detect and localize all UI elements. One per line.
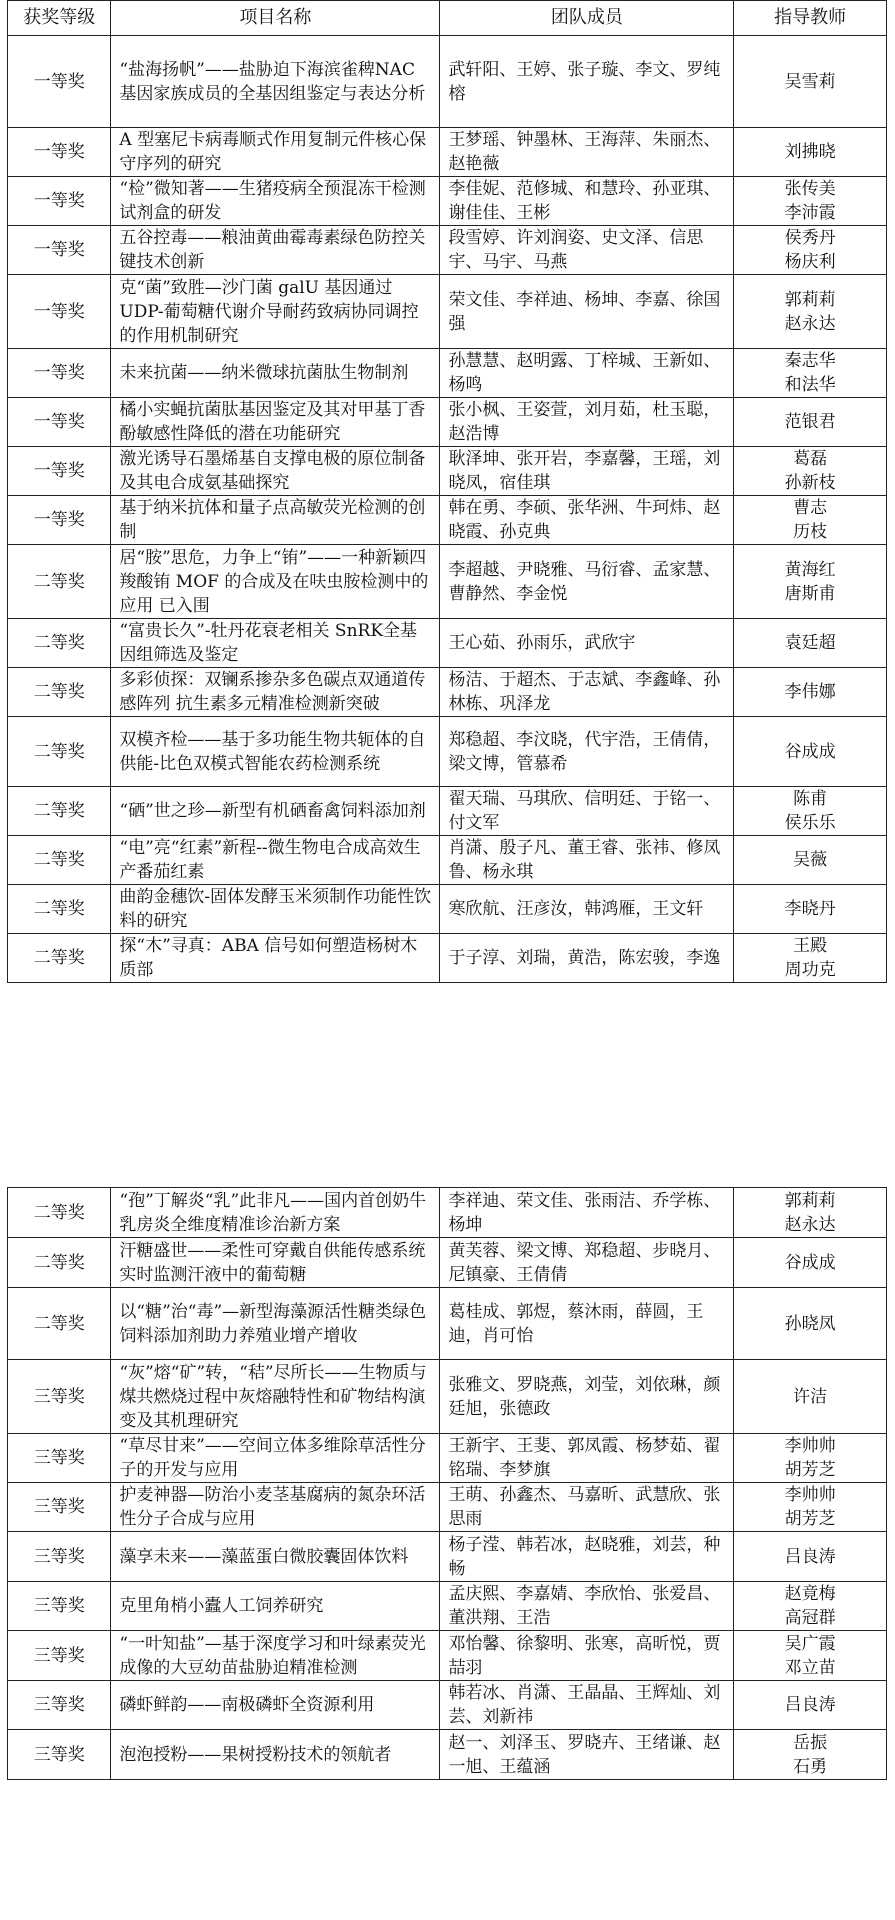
advisor-cell: 谷成成: [734, 1238, 887, 1288]
advisor-cell: 李帅帅 胡芳芝: [734, 1434, 887, 1483]
project-name-cell: “草尽甘来”——空间立体多维除草活性分子的开发与应用: [111, 1434, 440, 1483]
team-members-cell: 孟庆熙、李嘉婧、李欣怡、张爱昌、董洪翔、王浩: [440, 1582, 734, 1631]
team-members-cell: 耿泽坤、张开岩，李嘉馨，王瑶，刘晓凤，宿佳琪: [440, 447, 734, 496]
team-members-cell: 武轩阳、王婷、张子璇、李文、罗纯榕: [440, 36, 734, 128]
advisor-cell: 孙晓凤: [734, 1288, 887, 1360]
table-row: [8, 177, 887, 226]
table-row: [8, 619, 887, 668]
header-advisor: 指导教师: [734, 1, 887, 36]
awards-table-part2: [7, 1187, 887, 1780]
table-row: [8, 1483, 887, 1532]
advisor-cell: 赵竟梅 高冠群: [734, 1582, 887, 1631]
table-row: [8, 226, 887, 275]
team-members-cell: 王心茹、孙雨乐，武欣宇: [440, 619, 734, 668]
advisor-cell: 谷成成: [734, 717, 887, 787]
award-level-cell: 二等奖: [8, 1188, 111, 1238]
advisor-cell: 许洁: [734, 1360, 887, 1434]
table-row: [8, 128, 887, 177]
advisor-cell: 黄海红 唐斯甫: [734, 545, 887, 619]
team-members-cell: 王新宇、王斐、郭凤霞、杨梦茹、翟铭瑞、李梦旗: [440, 1434, 734, 1483]
table-row: [8, 885, 887, 934]
project-name-cell: 泡泡授粉——果树授粉技术的领航者: [111, 1730, 440, 1780]
project-name-cell: 激光诱导石墨烯基自支撑电极的原位制备及其电合成氨基础探究: [111, 447, 440, 496]
project-name-cell: 藻享未来——藻蓝蛋白微胶囊固体饮料: [111, 1532, 440, 1582]
team-members-cell: 寒欣航、汪彦汝，韩鸿雁，王文轩: [440, 885, 734, 934]
award-level-cell: 二等奖: [8, 885, 111, 934]
team-members-cell: 肖潇、殷子凡、董王睿、张祎、修凤鲁、杨永琪: [440, 836, 734, 885]
team-members-cell: 葛桂成、郭煜，蔡沐雨，薛圆，王迪，肖可怡: [440, 1288, 734, 1360]
advisor-cell: 吴广霞 邓立苗: [734, 1631, 887, 1681]
advisor-cell: 王殿 周功克: [734, 934, 887, 983]
table-row: [8, 1532, 887, 1582]
project-name-cell: 多彩侦探：双镧系掺杂多色碳点双通道传感阵列 抗生素多元精准检测新突破: [111, 668, 440, 717]
advisor-cell: 吴薇: [734, 836, 887, 885]
team-members-cell: 孙慧慧、赵明露、丁梓城、王新如、杨鸣: [440, 349, 734, 398]
advisor-cell: 葛磊 孙新枝: [734, 447, 887, 496]
project-name-cell: 曲韵金穗饮-固体发酵玉米须制作功能性饮料的研究: [111, 885, 440, 934]
award-level-cell: 三等奖: [8, 1582, 111, 1631]
project-name-cell: 以“糖”治“毒”—新型海藻源活性糖类绿色饲料添加剂助力养殖业增产增收: [111, 1288, 440, 1360]
team-members-cell: 李超越、尹晓雅、马衍睿、孟家慧、曹静然、李金悦: [440, 545, 734, 619]
table-row: [8, 668, 887, 717]
advisor-cell: 郭莉莉 赵永达: [734, 275, 887, 349]
awards-table-part1: [7, 0, 887, 983]
project-name-cell: “电”亮“红素”新程--微生物电合成高效生产番茄红素: [111, 836, 440, 885]
table-row: [8, 1188, 887, 1238]
project-name-cell: “灰”熔“矿”转，“秸”尽所长——生物质与煤共燃烧过程中灰熔融特性和矿物结构演变及其机理研究: [111, 1360, 440, 1434]
table-row: [8, 545, 887, 619]
advisor-cell: 范银君: [734, 398, 887, 447]
award-level-cell: 三等奖: [8, 1434, 111, 1483]
table-row: [8, 717, 887, 787]
header-award-level: 获奖等级: [8, 1, 111, 36]
award-level-cell: 一等奖: [8, 398, 111, 447]
project-name-cell: 护麦神器—防治小麦茎基腐病的氮杂环活性分子合成与应用: [111, 1483, 440, 1532]
team-members-cell: 李祥迪、荣文佳、张雨洁、乔学栋、杨坤: [440, 1188, 734, 1238]
table-row: [8, 787, 887, 836]
award-level-cell: 三等奖: [8, 1360, 111, 1434]
team-members-cell: 邓怡馨、徐黎明、张寒，高昕悦，贾喆羽: [440, 1631, 734, 1681]
table-row: [8, 275, 887, 349]
table-row: [8, 934, 887, 983]
advisor-cell: 吕良涛: [734, 1681, 887, 1730]
award-level-cell: 一等奖: [8, 36, 111, 128]
table-row: [8, 1238, 887, 1288]
team-members-cell: 段雪婷、许刘润姿、史文泽、信思宇、马宇、马燕: [440, 226, 734, 275]
team-members-cell: 杨洁、于超杰、于志斌、李鑫峰、孙林栋、巩泽龙: [440, 668, 734, 717]
team-members-cell: 赵一、刘泽玉、罗晓卉、王绪谦、赵一旭、王蕴涵: [440, 1730, 734, 1780]
award-level-cell: 二等奖: [8, 1238, 111, 1288]
project-name-cell: 探“木”寻真：ABA 信号如何塑造杨树木质部: [111, 934, 440, 983]
project-name-cell: A 型塞尼卡病毒顺式作用复制元件核心保守序列的研究: [111, 128, 440, 177]
team-members-cell: 张雅文、罗晓燕，刘莹，刘依琳，颜廷旭，张德政: [440, 1360, 734, 1434]
advisor-cell: 刘拂晓: [734, 128, 887, 177]
project-name-cell: 基于纳米抗体和量子点高敏荧光检测的创制: [111, 496, 440, 545]
team-members-cell: 王梦瑶、钟墨林、王海萍、朱丽杰、赵艳薇: [440, 128, 734, 177]
award-level-cell: 三等奖: [8, 1483, 111, 1532]
award-level-cell: 二等奖: [8, 668, 111, 717]
award-level-cell: 二等奖: [8, 717, 111, 787]
award-level-cell: 二等奖: [8, 1288, 111, 1360]
project-name-cell: “检”微知著——生猪疫病全预混冻干检测试剂盒的研发: [111, 177, 440, 226]
header-project-name: 项目名称: [111, 1, 440, 36]
table-row: [8, 836, 887, 885]
project-name-cell: 汗糖盛世——柔性可穿戴自供能传感系统实时监测汗液中的葡萄糖: [111, 1238, 440, 1288]
table-row: [8, 36, 887, 128]
page-break: [0, 1175, 895, 1187]
team-members-cell: 翟天瑞、马琪欣、信明廷、于铭一、付文军: [440, 787, 734, 836]
advisor-cell: 李帅帅 胡芳芝: [734, 1483, 887, 1532]
project-name-cell: 五谷控毒——粮油黄曲霉毒素绿色防控关键技术创新: [111, 226, 440, 275]
project-name-cell: “孢”丁解炎“乳”此非凡——国内首创奶牛乳房炎全维度精准诊治新方案: [111, 1188, 440, 1238]
table-row: [8, 1434, 887, 1483]
advisor-cell: 曹志 历枝: [734, 496, 887, 545]
award-level-cell: 三等奖: [8, 1681, 111, 1730]
table-header-row: [8, 1, 887, 36]
project-name-cell: 橘小实蝇抗菌肽基因鉴定及其对甲基丁香酚敏感性降低的潜在功能研究: [111, 398, 440, 447]
team-members-cell: 于子淳、刘瑞，黄浩，陈宏骏，李逸: [440, 934, 734, 983]
advisor-cell: 吴雪莉: [734, 36, 887, 128]
team-members-cell: 韩若冰、肖潇、王晶晶、王辉灿、刘芸、刘新祎: [440, 1681, 734, 1730]
award-level-cell: 一等奖: [8, 177, 111, 226]
table-row: [8, 1681, 887, 1730]
advisor-cell: 侯秀丹 杨庆利: [734, 226, 887, 275]
award-level-cell: 二等奖: [8, 836, 111, 885]
award-level-cell: 一等奖: [8, 349, 111, 398]
award-level-cell: 三等奖: [8, 1730, 111, 1780]
table-row: [8, 349, 887, 398]
project-name-cell: “盐海扬帆”——盐胁迫下海滨雀稗NAC 基因家族成员的全基因组鉴定与表达分析: [111, 36, 440, 128]
award-level-cell: 一等奖: [8, 275, 111, 349]
advisor-cell: 秦志华 和法华: [734, 349, 887, 398]
team-members-cell: 李佳妮、范修城、和慧玲、孙亚琪、谢佳佳、王彬: [440, 177, 734, 226]
team-members-cell: 杨子滢、韩若冰，赵晓雅，刘芸，种畅: [440, 1532, 734, 1582]
table-row: [8, 1631, 887, 1681]
award-level-cell: 一等奖: [8, 128, 111, 177]
team-members-cell: 张小枫、王姿萱，刘月茹，杜玉聪，赵浩博: [440, 398, 734, 447]
award-level-cell: 一等奖: [8, 496, 111, 545]
team-members-cell: 郑稳超、李汶晓，代宇浩，王倩倩，梁文博，管慕希: [440, 717, 734, 787]
project-name-cell: “硒”世之珍—新型有机硒畜禽饲料添加剂: [111, 787, 440, 836]
project-name-cell: “富贵长久”-牡丹花衰老相关 SnRK全基因组筛选及鉴定: [111, 619, 440, 668]
table-row: [8, 1288, 887, 1360]
table-row: [8, 1582, 887, 1631]
header-team-members: 团队成员: [440, 1, 734, 36]
table-row: [8, 398, 887, 447]
award-level-cell: 三等奖: [8, 1631, 111, 1681]
advisor-cell: 吕良涛: [734, 1532, 887, 1582]
advisor-cell: 陈甫 侯乐乐: [734, 787, 887, 836]
award-level-cell: 一等奖: [8, 226, 111, 275]
table-row: [8, 496, 887, 545]
team-members-cell: 荣文佳、李祥迪、杨坤、李嘉、徐国强: [440, 275, 734, 349]
award-level-cell: 二等奖: [8, 934, 111, 983]
award-level-cell: 二等奖: [8, 545, 111, 619]
advisor-cell: 袁廷超: [734, 619, 887, 668]
project-name-cell: 双模齐检——基于多功能生物共轭体的自供能-比色双模式智能农药检测系统: [111, 717, 440, 787]
team-members-cell: 王萌、孙鑫杰、马嘉昕、武慧欣、张思雨: [440, 1483, 734, 1532]
advisor-cell: 岳振 石勇: [734, 1730, 887, 1780]
project-name-cell: 磷虾鲜韵——南极磷虾全资源利用: [111, 1681, 440, 1730]
award-level-cell: 二等奖: [8, 619, 111, 668]
project-name-cell: 克“菌”致胜—沙门菌 galU 基因通过UDP-葡萄糖代谢介导耐药致病协同调控的作用机制研究: [111, 275, 440, 349]
table-row: [8, 1360, 887, 1434]
advisor-cell: 李晓丹: [734, 885, 887, 934]
award-level-cell: 三等奖: [8, 1532, 111, 1582]
table-row: [8, 447, 887, 496]
award-level-cell: 一等奖: [8, 447, 111, 496]
award-level-cell: 二等奖: [8, 787, 111, 836]
advisor-cell: 张传美 李沛霞: [734, 177, 887, 226]
project-name-cell: 克里角梢小蠹人工饲养研究: [111, 1582, 440, 1631]
advisor-cell: 李伟娜: [734, 668, 887, 717]
team-members-cell: 黄芙蓉、梁文博、郑稳超、步晓月、尼镇豪、王倩倩: [440, 1238, 734, 1288]
table-row: [8, 1730, 887, 1780]
project-name-cell: 未来抗菌——纳米微球抗菌肽生物制剂: [111, 349, 440, 398]
project-name-cell: “一叶知盐”—基于深度学习和叶绿素荧光成像的大豆幼苗盐胁迫精准检测: [111, 1631, 440, 1681]
project-name-cell: 居“胺”思危，力争上“铕”——一种新颖四羧酸铕 MOF 的合成及在呋虫胺检测中的应用 已入围: [111, 545, 440, 619]
team-members-cell: 韩在勇、李硕、张华洲、牛珂炜、赵晓霞、孙克典: [440, 496, 734, 545]
advisor-cell: 郭莉莉 赵永达: [734, 1188, 887, 1238]
